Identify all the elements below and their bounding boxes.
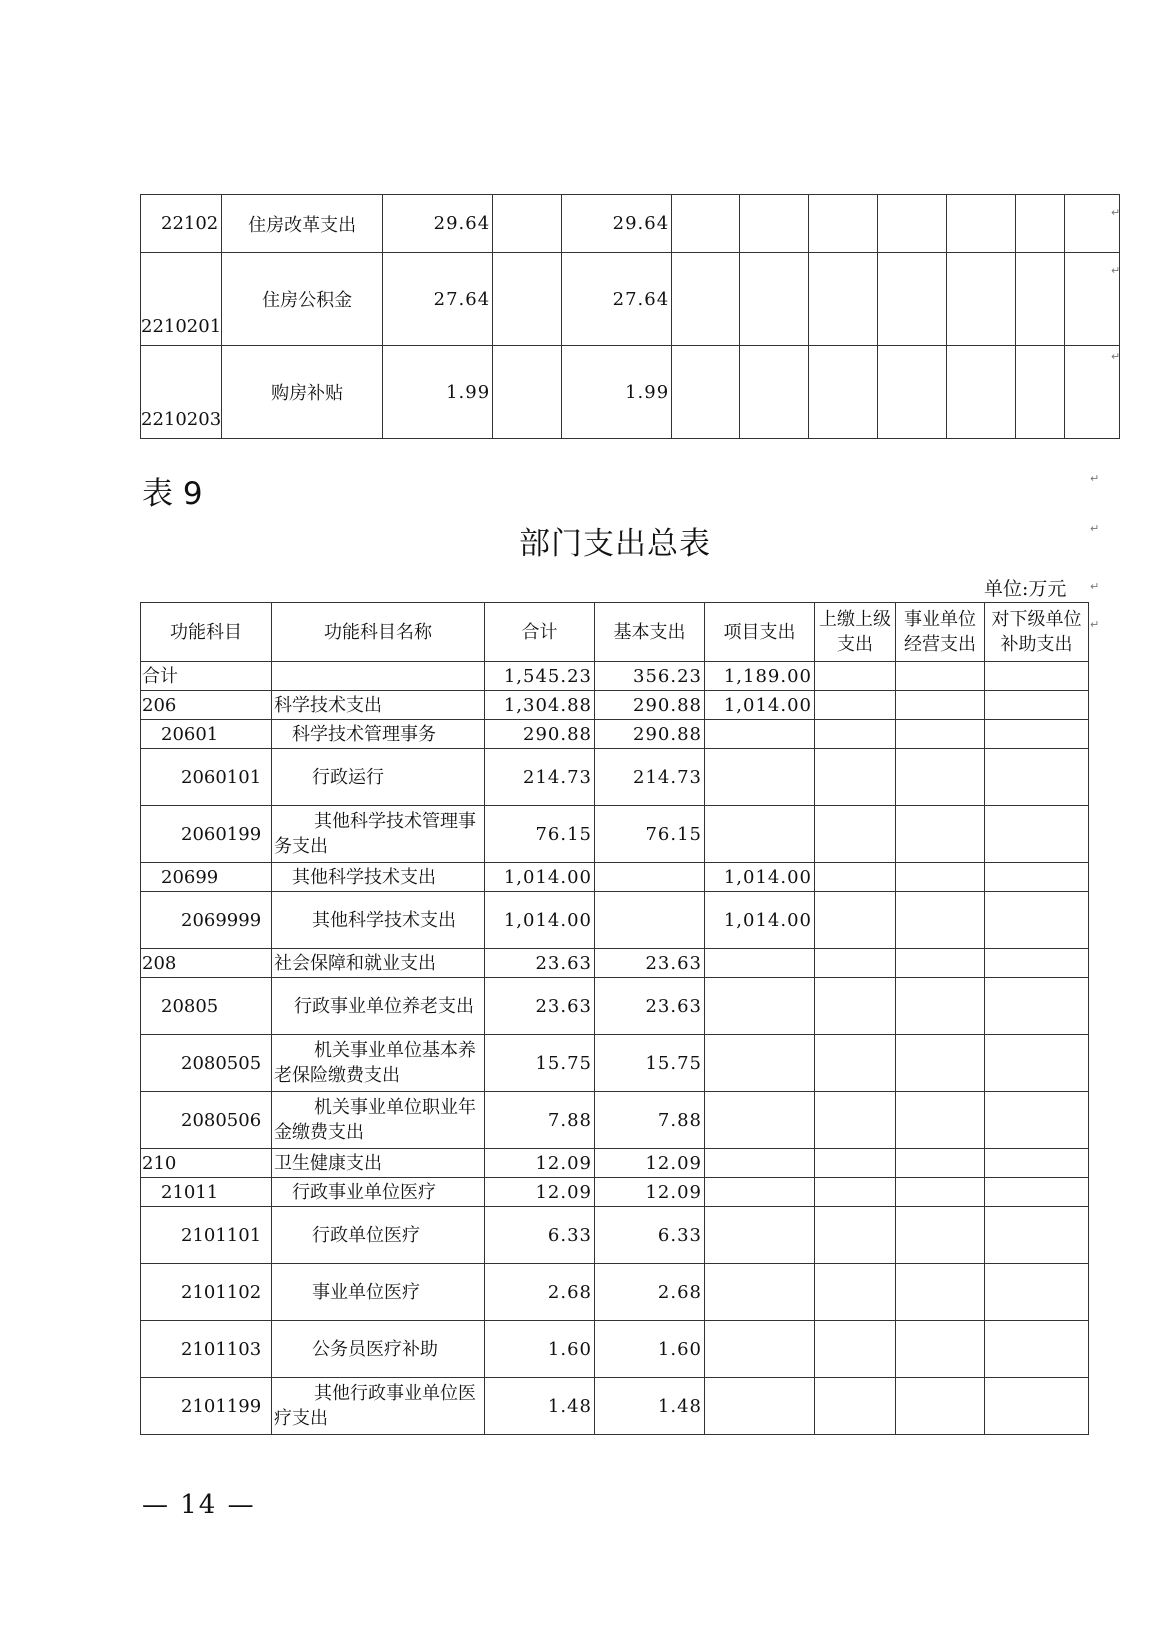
table-row [141, 806, 1089, 863]
name-cell: 科学技术支出 [272, 691, 485, 720]
name-cell: 公务员医疗补助 [272, 1321, 485, 1378]
code-cell: 2069999 [141, 892, 272, 949]
name-cell: 行政事业单位养老支出 [272, 978, 485, 1035]
total-cell: 12.09 [485, 1149, 595, 1178]
total-cell: 1,545.23 [485, 662, 595, 691]
table-header-row [141, 603, 1089, 662]
continuation-table [140, 194, 1120, 439]
name-cell: 住房公积金 [222, 253, 383, 346]
basic-cell [595, 863, 705, 892]
table-row [141, 949, 1089, 978]
project-cell [705, 749, 815, 806]
basic-cell: 356.23 [595, 662, 705, 691]
name-cell: 其他科学技术支出 [272, 863, 485, 892]
table-row [141, 978, 1089, 1035]
paragraph-mark-icon: ↵ [1111, 206, 1121, 219]
project-cell: 1,014.00 [705, 691, 815, 720]
name-cell: 科学技术管理事务 [272, 720, 485, 749]
header-total: 合计 [485, 603, 595, 662]
basic-cell: 23.63 [595, 949, 705, 978]
table-row [141, 863, 1089, 892]
name-cell: 行政事业单位医疗 [272, 1178, 485, 1207]
total-cell: 290.88 [485, 720, 595, 749]
total-cell: 76.15 [485, 806, 595, 863]
table-row [141, 1378, 1089, 1435]
header-subsidy: 对下级单位补助支出 [985, 603, 1089, 662]
code-cell: 20601 [141, 720, 272, 749]
empty-cell [493, 253, 562, 346]
name-cell: 卫生健康支出 [272, 1149, 485, 1178]
paragraph-mark-icon: ↵ [1090, 618, 1100, 631]
code-cell: 2101101 [141, 1207, 272, 1264]
basic-cell: 6.33 [595, 1207, 705, 1264]
total-cell: 2.68 [485, 1264, 595, 1321]
table-row [141, 1092, 1089, 1149]
empty-cell [493, 346, 562, 439]
header-name: 功能科目名称 [272, 603, 485, 662]
table-row [141, 1264, 1089, 1321]
basic-cell: 76.15 [595, 806, 705, 863]
code-cell: 20699 [141, 863, 272, 892]
code-cell: 22102 [141, 195, 222, 253]
table-row [141, 346, 1120, 439]
basic-cell: 290.88 [595, 720, 705, 749]
basic-cell: 214.73 [595, 749, 705, 806]
name-cell: 事业单位医疗 [272, 1264, 485, 1321]
table-row [141, 1149, 1089, 1178]
name-cell: 行政运行 [272, 749, 485, 806]
header-code: 功能科目 [141, 603, 272, 662]
basic-cell: 12.09 [595, 1178, 705, 1207]
name-cell: 行政单位医疗 [272, 1207, 485, 1264]
page-number: — 14 — [142, 1490, 256, 1520]
project-cell [705, 978, 815, 1035]
code-cell: 2101199 [141, 1378, 272, 1435]
code-cell: 208 [141, 949, 272, 978]
table-row [141, 691, 1089, 720]
table-row [141, 1035, 1089, 1092]
project-cell: 1,189.00 [705, 662, 815, 691]
total-cell: 1.48 [485, 1378, 595, 1435]
total-cell: 1,304.88 [485, 691, 595, 720]
project-cell [705, 1207, 815, 1264]
basic-cell: 290.88 [595, 691, 705, 720]
expenditure-table [140, 602, 1089, 1435]
table-row [141, 720, 1089, 749]
total-cell: 1,014.00 [485, 892, 595, 949]
project-cell [705, 806, 815, 863]
basic-cell: 7.88 [595, 1092, 705, 1149]
code-cell: 合计 [141, 662, 272, 691]
basic-cell: 1.60 [595, 1321, 705, 1378]
code-cell: 2101102 [141, 1264, 272, 1321]
total-cell: 1.60 [485, 1321, 595, 1378]
project-cell [705, 720, 815, 749]
basic-cell [595, 892, 705, 949]
project-cell [705, 1035, 815, 1092]
basic-cell: 23.63 [595, 978, 705, 1035]
paragraph-mark-icon: ↵ [1090, 580, 1100, 593]
basic-cell: 2.68 [595, 1264, 705, 1321]
table-row [141, 195, 1120, 253]
paragraph-mark-icon: ↵ [1111, 264, 1121, 277]
total-cell: 29.64 [383, 195, 493, 253]
code-cell: 206 [141, 691, 272, 720]
name-cell: 购房补贴 [222, 346, 383, 439]
name-cell: 其他科学技术支出 [272, 892, 485, 949]
total-cell: 12.09 [485, 1178, 595, 1207]
code-cell: 2080505 [141, 1035, 272, 1092]
header-project: 项目支出 [705, 603, 815, 662]
paragraph-mark-icon: ↵ [1090, 522, 1100, 535]
code-cell: 2080506 [141, 1092, 272, 1149]
table-row [141, 662, 1089, 691]
project-cell [705, 1378, 815, 1435]
project-cell [705, 1321, 815, 1378]
table-row [141, 1178, 1089, 1207]
total-cell: 23.63 [485, 949, 595, 978]
page-title: 部门支出总表 [519, 526, 711, 562]
name-cell [272, 662, 485, 691]
total-cell: 6.33 [485, 1207, 595, 1264]
code-cell: 210 [141, 1149, 272, 1178]
code-cell: 20805 [141, 978, 272, 1035]
name-cell: 住房改革支出 [222, 195, 383, 253]
name-cell: 其他行政事业单位医疗支出 [272, 1378, 485, 1435]
total-cell: 15.75 [485, 1035, 595, 1092]
name-cell: 机关事业单位基本养老保险缴费支出 [272, 1035, 485, 1092]
code-cell: 2101103 [141, 1321, 272, 1378]
project-cell [705, 1178, 815, 1207]
total-cell: 1.99 [383, 346, 493, 439]
basic-cell: 15.75 [595, 1035, 705, 1092]
total-cell: 23.63 [485, 978, 595, 1035]
table-row [141, 1207, 1089, 1264]
basic-cell: 12.09 [595, 1149, 705, 1178]
code-cell: 21011 [141, 1178, 272, 1207]
table-row [141, 749, 1089, 806]
table-row [141, 892, 1089, 949]
name-cell: 社会保障和就业支出 [272, 949, 485, 978]
project-cell [705, 949, 815, 978]
table-row [141, 253, 1120, 346]
table-row [141, 1321, 1089, 1378]
header-upper: 上缴上级支出 [815, 603, 896, 662]
total-cell: 1,014.00 [485, 863, 595, 892]
total-cell: 7.88 [485, 1092, 595, 1149]
unit-label: 单位:万元 [984, 578, 1067, 600]
value-cell: 1.99 [562, 346, 672, 439]
basic-cell: 1.48 [595, 1378, 705, 1435]
value-cell: 29.64 [562, 195, 672, 253]
project-cell [705, 1149, 815, 1178]
table-label: 表 9 [142, 476, 203, 512]
code-cell: 2060101 [141, 749, 272, 806]
empty-cell [493, 195, 562, 253]
project-cell [705, 1092, 815, 1149]
total-cell: 27.64 [383, 253, 493, 346]
project-cell: 1,014.00 [705, 892, 815, 949]
value-cell: 27.64 [562, 253, 672, 346]
code-cell: 2210201 [141, 253, 222, 346]
project-cell [705, 1264, 815, 1321]
paragraph-mark-icon: ↵ [1090, 472, 1100, 485]
total-cell: 214.73 [485, 749, 595, 806]
project-cell: 1,014.00 [705, 863, 815, 892]
name-cell: 机关事业单位职业年金缴费支出 [272, 1092, 485, 1149]
name-cell: 其他科学技术管理事务支出 [272, 806, 485, 863]
code-cell: 2060199 [141, 806, 272, 863]
header-basic: 基本支出 [595, 603, 705, 662]
code-cell: 2210203 [141, 346, 222, 439]
header-operating: 事业单位经营支出 [896, 603, 985, 662]
paragraph-mark-icon: ↵ [1111, 350, 1121, 363]
